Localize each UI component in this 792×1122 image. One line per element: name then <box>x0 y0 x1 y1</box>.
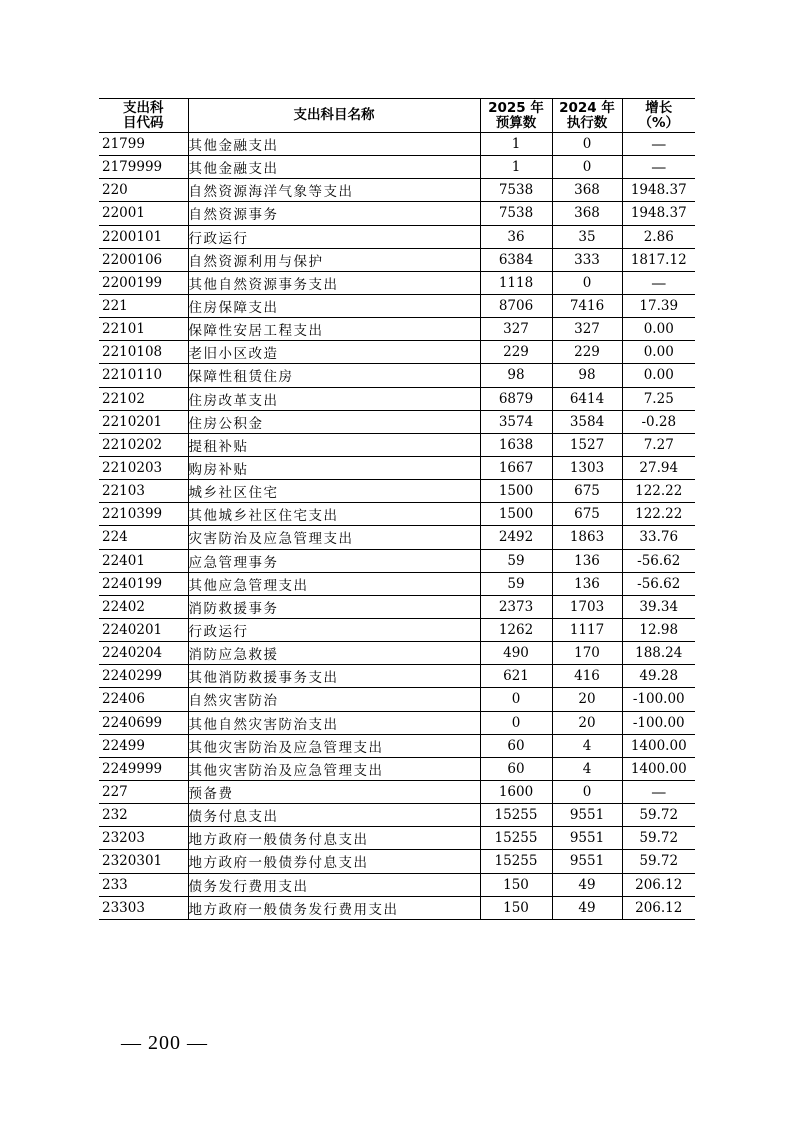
table-row <box>99 827 695 850</box>
cell-executed-2024: 7416 <box>552 294 622 317</box>
header-budget-line2: 预算数 <box>495 114 537 131</box>
cell-name: 地方政府一般债务发行费用支出 <box>188 896 480 919</box>
cell-budget-2025: 1118 <box>480 271 552 294</box>
table-row <box>99 503 695 526</box>
cell-budget-2025: 36 <box>480 225 552 248</box>
cell-executed-2024: 1117 <box>552 618 622 641</box>
table-row <box>99 804 695 827</box>
cell-growth: 12.98 <box>622 618 695 641</box>
cell-name: 其他自然资源事务支出 <box>188 271 480 294</box>
cell-executed-2024: 49 <box>552 873 622 896</box>
cell-executed-2024: 4 <box>552 734 622 757</box>
cell-executed-2024: 20 <box>552 688 622 711</box>
header-name-line1: 支出科目名称 <box>293 107 375 123</box>
cell-budget-2025: 60 <box>480 734 552 757</box>
table-row <box>99 294 695 317</box>
header-growth-line1: 增长 <box>645 99 673 116</box>
header-code-line1: 支出科 <box>123 99 164 116</box>
table-row <box>99 595 695 618</box>
cell-budget-2025: 1 <box>480 156 552 179</box>
cell-name: 提租补贴 <box>188 433 480 456</box>
table-row <box>99 364 695 387</box>
cell-executed-2024: 6414 <box>552 387 622 410</box>
cell-budget-2025: 0 <box>480 688 552 711</box>
cell-growth: 1817.12 <box>622 248 695 271</box>
table-row <box>99 387 695 410</box>
cell-code: 22001 <box>99 202 188 225</box>
cell-budget-2025: 59 <box>480 572 552 595</box>
cell-executed-2024: 9551 <box>552 850 622 873</box>
cell-executed-2024: 136 <box>552 549 622 572</box>
cell-growth: 59.72 <box>622 804 695 827</box>
table-row <box>99 456 695 479</box>
header-budget-line1: 2025 年 <box>488 99 544 116</box>
cell-budget-2025: 1638 <box>480 433 552 456</box>
cell-executed-2024: 9551 <box>552 804 622 827</box>
table-row <box>99 248 695 271</box>
cell-growth: 1400.00 <box>622 757 695 780</box>
cell-code: 23203 <box>99 827 188 850</box>
cell-budget-2025: 15255 <box>480 827 552 850</box>
cell-code: 2240299 <box>99 665 188 688</box>
cell-executed-2024: 9551 <box>552 827 622 850</box>
cell-growth: 2.86 <box>622 225 695 248</box>
cell-code: 2240201 <box>99 618 188 641</box>
cell-budget-2025: 2373 <box>480 595 552 618</box>
header-code <box>99 99 188 133</box>
cell-budget-2025: 621 <box>480 665 552 688</box>
header-executed-2024 <box>552 99 622 133</box>
cell-code: 23303 <box>99 896 188 919</box>
cell-executed-2024: 675 <box>552 503 622 526</box>
cell-growth: 1948.37 <box>622 179 695 202</box>
budget-expenditure-table <box>99 98 695 920</box>
cell-name: 自然灾害防治 <box>188 688 480 711</box>
table-row <box>99 133 695 156</box>
cell-executed-2024: 416 <box>552 665 622 688</box>
cell-budget-2025: 8706 <box>480 294 552 317</box>
cell-budget-2025: 327 <box>480 318 552 341</box>
cell-code: 224 <box>99 526 188 549</box>
cell-executed-2024: 1303 <box>552 456 622 479</box>
cell-growth: 0.00 <box>622 318 695 341</box>
cell-growth: 33.76 <box>622 526 695 549</box>
cell-executed-2024: 0 <box>552 271 622 294</box>
cell-growth: 0.00 <box>622 341 695 364</box>
cell-executed-2024: 170 <box>552 642 622 665</box>
cell-budget-2025: 1262 <box>480 618 552 641</box>
cell-executed-2024: 136 <box>552 572 622 595</box>
cell-name: 老旧小区改造 <box>188 341 480 364</box>
table-row <box>99 526 695 549</box>
cell-name: 其他应急管理支出 <box>188 572 480 595</box>
cell-name: 其他消防救援事务支出 <box>188 665 480 688</box>
cell-name: 消防救援事务 <box>188 595 480 618</box>
table-row <box>99 225 695 248</box>
cell-code: 2320301 <box>99 850 188 873</box>
cell-growth: 1400.00 <box>622 734 695 757</box>
cell-growth: 59.72 <box>622 850 695 873</box>
cell-executed-2024: 1703 <box>552 595 622 618</box>
cell-budget-2025: 59 <box>480 549 552 572</box>
cell-code: 221 <box>99 294 188 317</box>
header-budget-2025 <box>480 99 552 133</box>
table-row <box>99 410 695 433</box>
cell-executed-2024: 368 <box>552 202 622 225</box>
cell-code: 2240204 <box>99 642 188 665</box>
cell-name: 其他自然灾害防治支出 <box>188 711 480 734</box>
cell-name: 其他灾害防治及应急管理支出 <box>188 757 480 780</box>
cell-executed-2024: 35 <box>552 225 622 248</box>
cell-budget-2025: 1600 <box>480 780 552 803</box>
cell-code: 2240199 <box>99 572 188 595</box>
header-executed-line2: 执行数 <box>566 114 608 131</box>
cell-name: 预备费 <box>188 780 480 803</box>
cell-code: 227 <box>99 780 188 803</box>
header-growth <box>622 99 695 133</box>
table-row <box>99 642 695 665</box>
cell-code: 2210201 <box>99 410 188 433</box>
page-number: — 200 — <box>121 1032 208 1054</box>
header-executed-line1: 2024 年 <box>559 99 615 116</box>
cell-name: 住房改革支出 <box>188 387 480 410</box>
cell-growth: 206.12 <box>622 896 695 919</box>
cell-growth: — <box>622 780 695 803</box>
table-row <box>99 572 695 595</box>
cell-code: 2200199 <box>99 271 188 294</box>
table-row <box>99 850 695 873</box>
cell-name: 地方政府一般债券付息支出 <box>188 850 480 873</box>
cell-code: 2200106 <box>99 248 188 271</box>
table-row <box>99 896 695 919</box>
cell-growth: -100.00 <box>622 711 695 734</box>
cell-growth: 206.12 <box>622 873 695 896</box>
cell-executed-2024: 229 <box>552 341 622 364</box>
cell-name: 应急管理事务 <box>188 549 480 572</box>
cell-budget-2025: 150 <box>480 896 552 919</box>
cell-growth: 49.28 <box>622 665 695 688</box>
cell-growth: -100.00 <box>622 688 695 711</box>
cell-name: 自然资源利用与保护 <box>188 248 480 271</box>
cell-budget-2025: 7538 <box>480 202 552 225</box>
table-row <box>99 549 695 572</box>
cell-growth: -0.28 <box>622 410 695 433</box>
table-row <box>99 734 695 757</box>
cell-budget-2025: 6384 <box>480 248 552 271</box>
cell-budget-2025: 15255 <box>480 850 552 873</box>
cell-growth: — <box>622 156 695 179</box>
cell-name: 自然资源海洋气象等支出 <box>188 179 480 202</box>
cell-code: 2240699 <box>99 711 188 734</box>
table-row <box>99 780 695 803</box>
cell-name: 债务发行费用支出 <box>188 873 480 896</box>
cell-budget-2025: 60 <box>480 757 552 780</box>
table-row <box>99 202 695 225</box>
cell-code: 2210202 <box>99 433 188 456</box>
cell-growth: 0.00 <box>622 364 695 387</box>
cell-name: 地方政府一般债务付息支出 <box>188 827 480 850</box>
cell-executed-2024: 368 <box>552 179 622 202</box>
table-row <box>99 318 695 341</box>
cell-budget-2025: 3574 <box>480 410 552 433</box>
cell-budget-2025: 490 <box>480 642 552 665</box>
header-name <box>188 99 480 133</box>
cell-code: 232 <box>99 804 188 827</box>
cell-budget-2025: 229 <box>480 341 552 364</box>
cell-growth: — <box>622 271 695 294</box>
cell-growth: 7.27 <box>622 433 695 456</box>
cell-name: 住房公积金 <box>188 410 480 433</box>
cell-budget-2025: 7538 <box>480 179 552 202</box>
header-growth-line2: （%） <box>638 114 680 131</box>
cell-code: 2210108 <box>99 341 188 364</box>
table-row <box>99 711 695 734</box>
cell-executed-2024: 675 <box>552 480 622 503</box>
cell-executed-2024: 0 <box>552 156 622 179</box>
table-body <box>99 133 695 920</box>
table-row <box>99 179 695 202</box>
table-header <box>99 99 695 133</box>
cell-name: 其他金融支出 <box>188 133 480 156</box>
cell-budget-2025: 150 <box>480 873 552 896</box>
cell-budget-2025: 1500 <box>480 480 552 503</box>
cell-executed-2024: 3584 <box>552 410 622 433</box>
cell-name: 行政运行 <box>188 618 480 641</box>
cell-name: 保障性安居工程支出 <box>188 318 480 341</box>
cell-code: 22102 <box>99 387 188 410</box>
cell-growth: 1948.37 <box>622 202 695 225</box>
cell-name: 消防应急救援 <box>188 642 480 665</box>
cell-growth: -56.62 <box>622 549 695 572</box>
cell-code: 233 <box>99 873 188 896</box>
cell-executed-2024: 327 <box>552 318 622 341</box>
cell-name: 自然资源事务 <box>188 202 480 225</box>
cell-name: 行政运行 <box>188 225 480 248</box>
cell-name: 其他金融支出 <box>188 156 480 179</box>
cell-code: 22101 <box>99 318 188 341</box>
cell-budget-2025: 1 <box>480 133 552 156</box>
cell-code: 22103 <box>99 480 188 503</box>
cell-code: 22402 <box>99 595 188 618</box>
cell-code: 2210203 <box>99 456 188 479</box>
cell-code: 22499 <box>99 734 188 757</box>
cell-code: 2210399 <box>99 503 188 526</box>
cell-budget-2025: 0 <box>480 711 552 734</box>
cell-code: 21799 <box>99 133 188 156</box>
table-row <box>99 665 695 688</box>
cell-executed-2024: 1863 <box>552 526 622 549</box>
table-row <box>99 433 695 456</box>
cell-growth: 122.22 <box>622 480 695 503</box>
cell-budget-2025: 6879 <box>480 387 552 410</box>
cell-name: 债务付息支出 <box>188 804 480 827</box>
cell-executed-2024: 0 <box>552 133 622 156</box>
cell-code: 2249999 <box>99 757 188 780</box>
cell-name: 其他城乡社区住宅支出 <box>188 503 480 526</box>
cell-code: 220 <box>99 179 188 202</box>
cell-name: 其他灾害防治及应急管理支出 <box>188 734 480 757</box>
cell-executed-2024: 1527 <box>552 433 622 456</box>
cell-code: 2200101 <box>99 225 188 248</box>
cell-growth: 39.34 <box>622 595 695 618</box>
cell-name: 灾害防治及应急管理支出 <box>188 526 480 549</box>
header-row <box>99 99 695 133</box>
table-row <box>99 156 695 179</box>
cell-executed-2024: 98 <box>552 364 622 387</box>
table-row <box>99 688 695 711</box>
table-row <box>99 271 695 294</box>
cell-budget-2025: 1500 <box>480 503 552 526</box>
cell-executed-2024: 4 <box>552 757 622 780</box>
cell-growth: -56.62 <box>622 572 695 595</box>
cell-growth: 7.25 <box>622 387 695 410</box>
cell-budget-2025: 98 <box>480 364 552 387</box>
cell-name: 购房补贴 <box>188 456 480 479</box>
cell-budget-2025: 15255 <box>480 804 552 827</box>
cell-executed-2024: 20 <box>552 711 622 734</box>
cell-growth: — <box>622 133 695 156</box>
cell-name: 城乡社区住宅 <box>188 480 480 503</box>
cell-executed-2024: 333 <box>552 248 622 271</box>
cell-code: 22406 <box>99 688 188 711</box>
cell-budget-2025: 2492 <box>480 526 552 549</box>
table-row <box>99 480 695 503</box>
cell-growth: 27.94 <box>622 456 695 479</box>
cell-executed-2024: 49 <box>552 896 622 919</box>
cell-growth: 122.22 <box>622 503 695 526</box>
cell-budget-2025: 1667 <box>480 456 552 479</box>
table-row <box>99 873 695 896</box>
cell-growth: 188.24 <box>622 642 695 665</box>
table-row <box>99 341 695 364</box>
cell-growth: 17.39 <box>622 294 695 317</box>
header-code-line2: 目代码 <box>123 114 164 131</box>
cell-code: 22401 <box>99 549 188 572</box>
cell-name: 住房保障支出 <box>188 294 480 317</box>
cell-code: 2179999 <box>99 156 188 179</box>
table-row <box>99 757 695 780</box>
cell-growth: 59.72 <box>622 827 695 850</box>
cell-code: 2210110 <box>99 364 188 387</box>
cell-name: 保障性租赁住房 <box>188 364 480 387</box>
table-row <box>99 618 695 641</box>
cell-executed-2024: 0 <box>552 780 622 803</box>
